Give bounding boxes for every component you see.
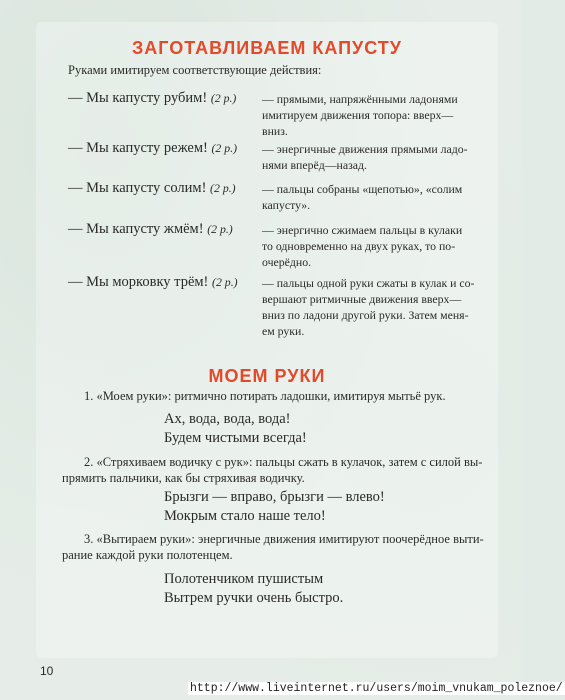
row-description: — прямыми, напряжёнными ладонями имитируем движения топора: вверх— вниз. (262, 92, 458, 138)
exercise-instruction: 2. «Стряхиваем водичку с рук»: пальцы сжать в кулачок, затем с силой вы- прямить пальчики, как бы стряхивая водичку. (62, 455, 483, 485)
page-number: 10 (40, 664, 54, 678)
row-description: — энергичные движения прямыми ладо- нями вперёд—назад. (262, 142, 468, 172)
row-description: — энергично сжимаем пальцы в кулаки то одновременно на двух руках, то по- очерёдно. (262, 223, 463, 269)
row-phrase: — Мы морковку трём! (2 р.) (68, 274, 238, 290)
section-title-cabbage: ЗАГОТАВЛИВАЕМ КАПУСТУ (132, 38, 402, 58)
row-phrase: — Мы капусту рубим! (2 р.) (68, 90, 237, 106)
row-phrase: — Мы капусту солим! (2 р.) (68, 180, 236, 196)
row-description: — пальцы собраны «щепотью», «солим капусту». (262, 182, 463, 212)
verse: Ах, вода, вода, вода! Будем чистыми всегда! (164, 411, 307, 446)
verse: Полотенчиком пушистым Вытрем ручки очень быстро. (164, 571, 344, 606)
exercise-instruction: 3. «Вытираем руки»: энергичные движения имитируют поочерёдное выти- рание каждой руки полотенцем. (62, 532, 484, 562)
row-description: — пальцы одной руки сжаты в кулак и со- вершают ритмичные движения вверх— вниз по ладони другой руки. Затем меня- ем руки. (262, 276, 475, 338)
section-title-wash-hands: МОЕМ РУКИ (208, 366, 326, 386)
verse: Брызги — вправо, брызги — влево! Мокрым стало наше тело! (164, 489, 385, 524)
footer-url[interactable]: http://www.liveinternet.ru/users/moim_vnukam_poleznoe/ (190, 682, 563, 695)
exercise-instruction: 1. «Моем руки»: ритмично потирать ладошки, имитируя мытьё рук. (84, 389, 446, 403)
row-phrase: — Мы капусту режем! (2 р.) (68, 140, 238, 156)
intro-text: Руками имитируем соответствующие действия: (68, 63, 322, 77)
row-phrase: — Мы капусту жмём! (2 р.) (68, 221, 233, 237)
